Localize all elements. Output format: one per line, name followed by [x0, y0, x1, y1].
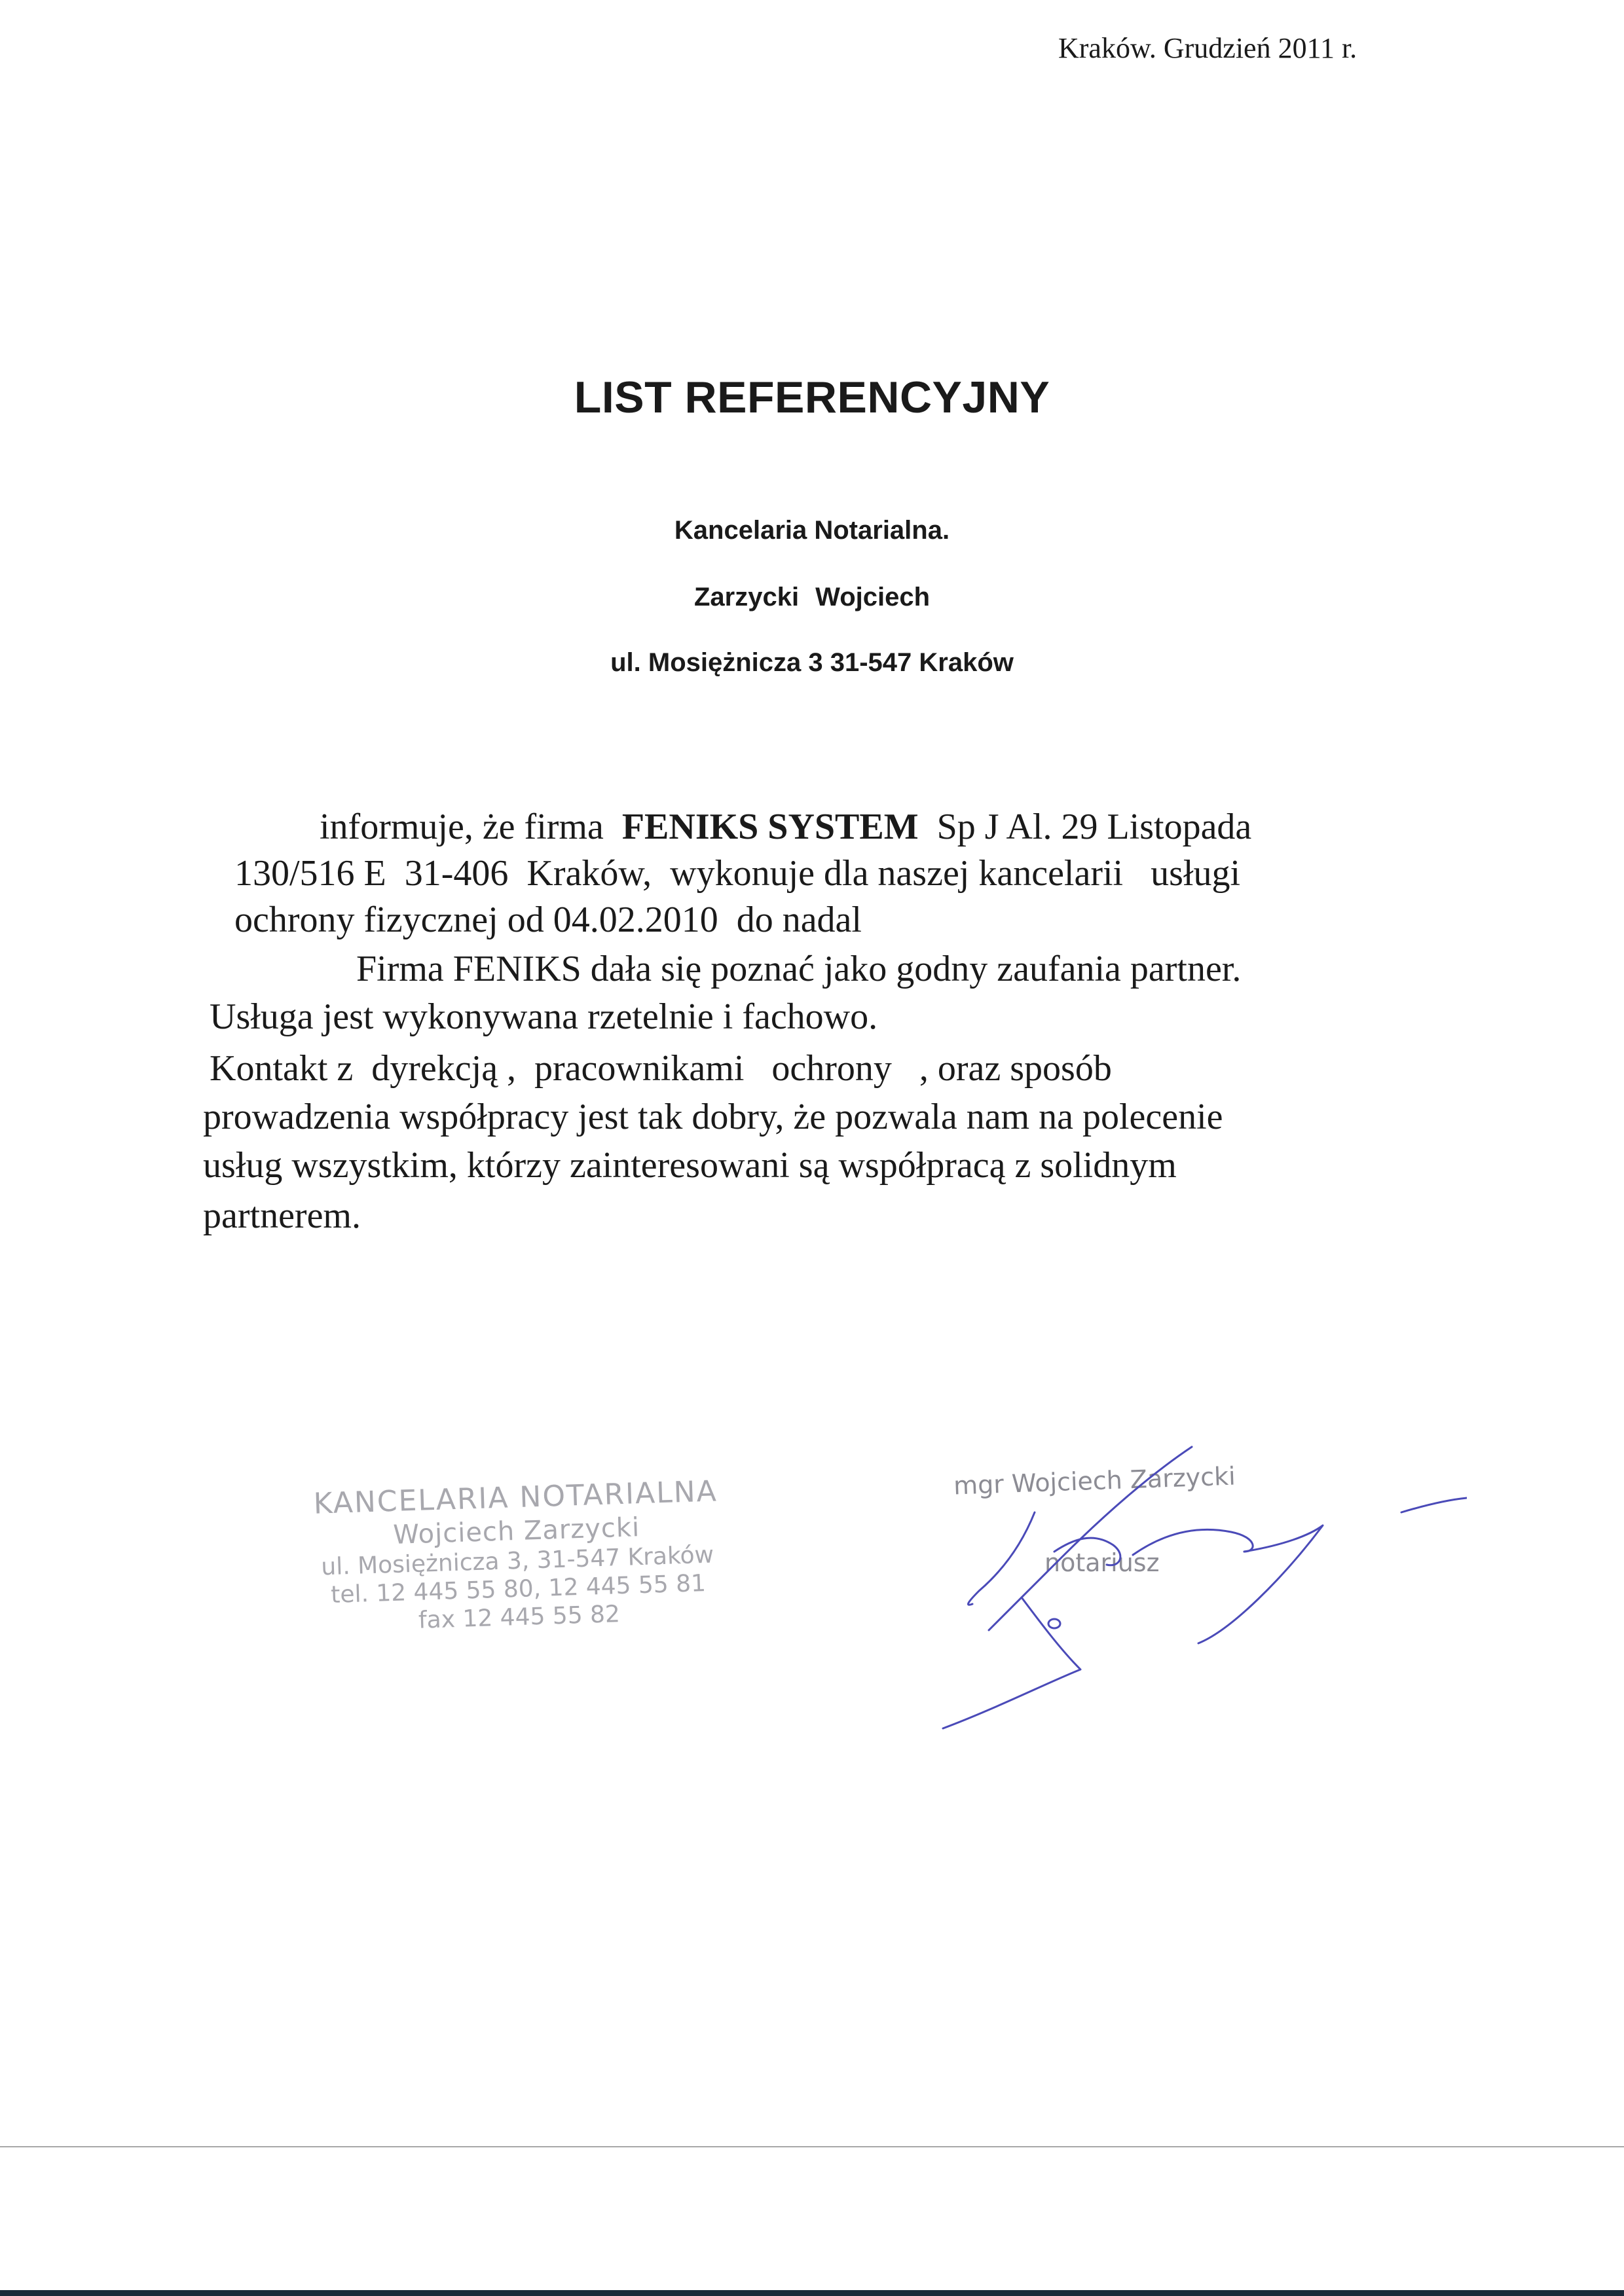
body-line — [320, 809, 1251, 845]
body-text: informuje, że firma — [320, 807, 622, 847]
body-line: ochrony fizycznej od 04.02.2010 do nadal — [234, 900, 862, 940]
document-title: LIST REFERENCYJNY — [574, 373, 1050, 422]
header-office-name: Kancelaria Notarialna. — [674, 516, 950, 545]
handwritten-signature — [891, 1434, 1467, 1735]
header-address: ul. Mosiężnicza 3 31-547 Kraków — [610, 648, 1014, 677]
header-person-name: Zarzycki Wojciech — [693, 583, 931, 611]
stamp-phone: tel. 12 445 55 80, 12 445 55 81 — [330, 1569, 707, 1609]
stamp-office-name: KANCELARIA NOTARIALNA — [312, 1474, 718, 1521]
body-line: Firma FENIKS dała się poznać jako godny zaufania partner. — [356, 949, 1242, 989]
stamp-person-name: Wojciech Zarzycki — [392, 1512, 640, 1550]
body-line: 130/516 E 31-406 Kraków, wykonuje dla naszej kancelarii usługi — [234, 853, 1241, 894]
signature-stamp-title: notariusz — [1044, 1548, 1160, 1577]
body-line: Usługa jest wykonywana rzetelnie i fachowo. — [210, 996, 878, 1037]
body-line: partnerem. — [203, 1195, 361, 1236]
office-stamp — [286, 1474, 749, 1639]
stamp-fax: fax 12 445 55 82 — [418, 1601, 621, 1634]
scan-edge — [0, 2290, 1624, 2296]
body-line: usług wszystkim, którzy zainteresowani są współpracą z solidnym — [203, 1145, 1177, 1186]
stamp-address: ul. Mosiężnicza 3, 31-547 Kraków — [320, 1541, 714, 1581]
body-line: prowadzenia współpracy jest tak dobry, że pozwala nam na polecenie — [203, 1097, 1223, 1137]
page-divider — [0, 2146, 1624, 2147]
company-name: FENIKS SYSTEM — [621, 807, 919, 847]
body-text: Sp J Al. 29 Listopada — [918, 807, 1252, 847]
document-date: Kraków. Grudzień 2011 r. — [1058, 32, 1357, 64]
body-line: Kontakt z dyrekcją , pracownikami ochrony , oraz sposób — [210, 1048, 1112, 1089]
signature-stamp-name: mgr Wojciech Zarzycki — [953, 1461, 1236, 1501]
